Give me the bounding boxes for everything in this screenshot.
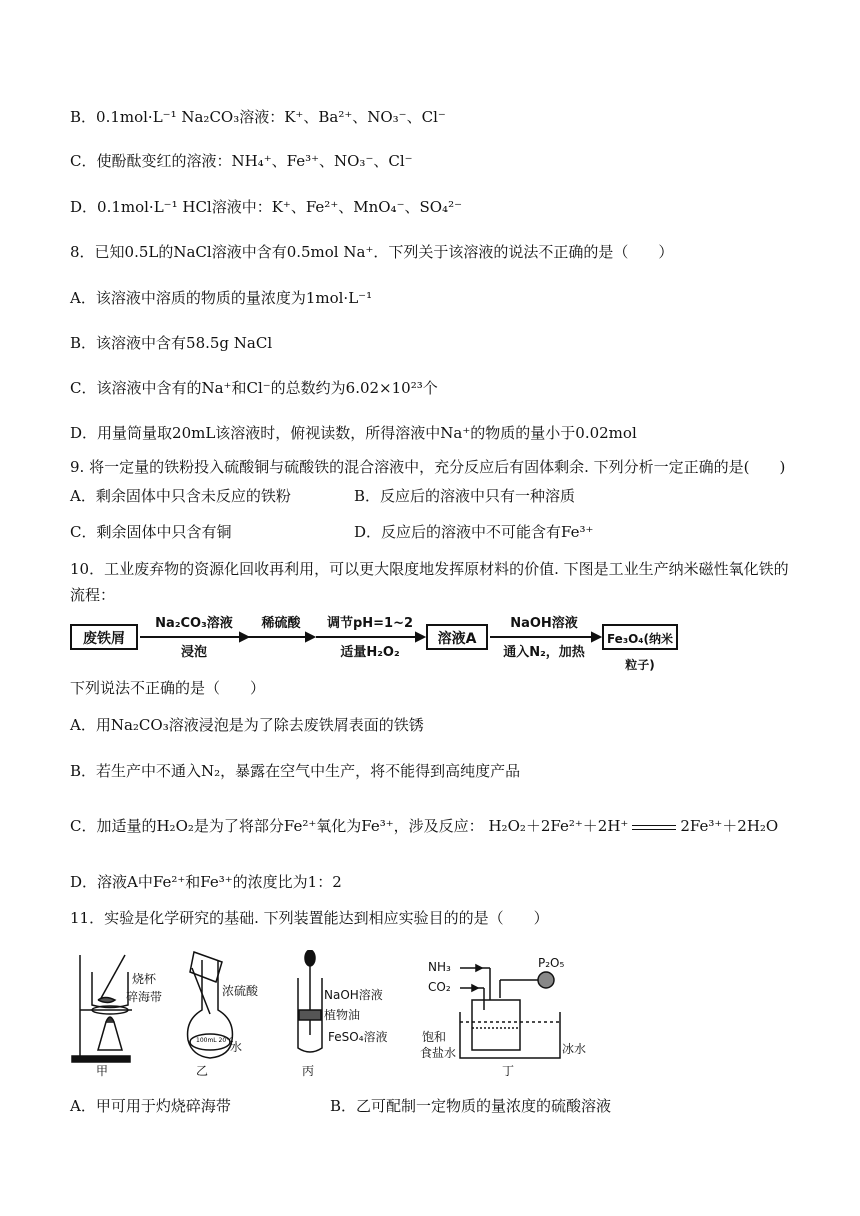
q7-option-c: C．使酚酞变红的溶液：NH₄⁺、Fe³⁺、NO₃⁻、Cl⁻ [70, 152, 413, 170]
q9-option-b: B．反应后的溶液中只有一种溶质 [354, 487, 576, 505]
yi-flask-text: 100mL 20°C [196, 1037, 234, 1044]
jia-label-beaker: 烧杯 [132, 972, 157, 986]
yi-caption: 乙 [196, 1064, 209, 1078]
q10-stem-line1: 10．工业废弃物的资源化回收再利用，可以更大限度地发挥原材料的价值. 下图是工业生产纳米磁性氧化铁的 [70, 560, 789, 578]
q10-option-c-eq-left: H₂O₂＋2Fe²⁺＋2H⁺ [488, 817, 629, 835]
q8-option-d: D．用量筒量取20mL该溶液时，俯视读数，所得溶液中Na⁺的物质的量小于0.02mol [70, 424, 637, 442]
q8-stem: 8．已知0.5L的NaCl溶液中含有0.5mol Na⁺．下列关于该溶液的说法不正确的是（ ） [70, 243, 674, 261]
ding-label-brine-1: 饱和 [422, 1030, 447, 1044]
yi-label-water: 水 [230, 1040, 243, 1054]
q11-option-a: A．甲可用于灼烧碎海带 [70, 1097, 231, 1115]
q11-stem: 11．实验是化学研究的基础. 下列装置能达到相应实验目的的是（ ） [70, 909, 549, 927]
q11-option-b: B．乙可配制一定物质的量浓度的硫酸溶液 [330, 1097, 612, 1115]
bing-label-naoh: NaOH溶液 [324, 988, 383, 1002]
q7-option-b: B．0.1mol·L⁻¹ Na₂CO₃溶液：K⁺、Ba²⁺、NO₃⁻、Cl⁻ [70, 108, 446, 126]
q7-option-d: D．0.1mol·L⁻¹ HCl溶液中：K⁺、Fe²⁺、MnO₄⁻、SO₄²⁻ [70, 198, 463, 216]
q9-option-d: D．反应后的溶液中不可能含有Fe³⁺ [354, 523, 594, 541]
bing-label-feso4: FeSO₄溶液 [328, 1030, 388, 1044]
q10-stem-line2: 流程： [70, 586, 116, 604]
equals-sign [632, 825, 676, 830]
ding-label-p2o5: P₂O₅ [538, 956, 565, 970]
flow-arrow1-bottom: 浸泡 [180, 645, 207, 660]
q10-option-d: D．溶液A中Fe²⁺和Fe³⁺的浓度比为1：2 [70, 873, 342, 891]
flow-arrow3-bottom: 适量H₂O₂ [340, 645, 400, 660]
apparatus-jia-drawing [70, 950, 180, 1085]
q8-option-c: C．该溶液中含有的Na⁺和Cl⁻的总数约为6.02×10²³个 [70, 379, 438, 397]
bing-caption: 丙 [302, 1064, 315, 1078]
flow-arrows [70, 614, 680, 662]
q10-flow-diagram [70, 614, 680, 672]
bing-label-oil: 植物油 [324, 1008, 361, 1022]
ding-label-nh3: NH₃ [428, 960, 451, 974]
flow-box-product: Fe₃O₄(纳米粒子) [602, 624, 678, 650]
q9-option-a: A．剩余固体中只含未反应的铁粉 [70, 487, 291, 505]
q8-option-b: B．该溶液中含有58.5g NaCl [70, 334, 273, 352]
q10-prompt: 下列说法不正确的是（ ） [70, 679, 266, 697]
q10-option-c-text: C．加适量的H₂O₂是为了将部分Fe²⁺氧化为Fe³⁺，涉及反应： [70, 817, 484, 835]
ding-caption: 丁 [502, 1064, 515, 1078]
flow-arrow1-top: Na₂CO₃溶液 [155, 616, 233, 631]
apparatus-jia [70, 950, 180, 1085]
q10-option-c [70, 815, 778, 837]
jia-caption: 甲 [96, 1064, 109, 1078]
apparatus-yi-drawing [180, 950, 280, 1085]
apparatus-bing [290, 950, 410, 1085]
flow-box-solution-a: 溶液A [426, 624, 488, 650]
flow-arrow4-top: NaOH溶液 [510, 616, 578, 631]
q10-option-c-eq-right: 2Fe³⁺＋2H₂O [680, 817, 779, 835]
q9-stem: 9. 将一定量的铁粉投入硫酸铜与硫酸铁的混合溶液中，充分反应后有固体剩余. 下列分析一定正确的是( ) [70, 458, 786, 476]
ding-label-co2: CO₂ [428, 980, 451, 994]
q8-option-a: A．该溶液中溶质的物质的量浓度为1mol·L⁻¹ [70, 289, 373, 307]
ding-label-brine-2: 食盐水 [420, 1046, 457, 1060]
yi-label-acid: 浓硫酸 [222, 984, 259, 998]
q10-option-b: B．若生产中不通入N₂，暴露在空气中生产，将不能得到高纯度产品 [70, 762, 521, 780]
flow-arrow2-top: 稀硫酸 [261, 616, 301, 631]
q9-option-c: C．剩余固体中只含有铜 [70, 523, 232, 541]
apparatus-yi [180, 950, 280, 1085]
flow-arrow3-top: 调节pH=1~2 [326, 616, 414, 631]
flow-arrow4-bottom: 通入N₂，加热 [503, 645, 585, 660]
jia-label-seaweed: 碎海带 [126, 990, 163, 1004]
apparatus-ding [420, 950, 600, 1085]
flow-box-scrap-iron: 废铁屑 [70, 624, 138, 650]
ding-label-ice-water: 冰水 [562, 1042, 587, 1056]
q10-option-a: A．用Na₂CO₃溶液浸泡是为了除去废铁屑表面的铁锈 [70, 716, 424, 734]
